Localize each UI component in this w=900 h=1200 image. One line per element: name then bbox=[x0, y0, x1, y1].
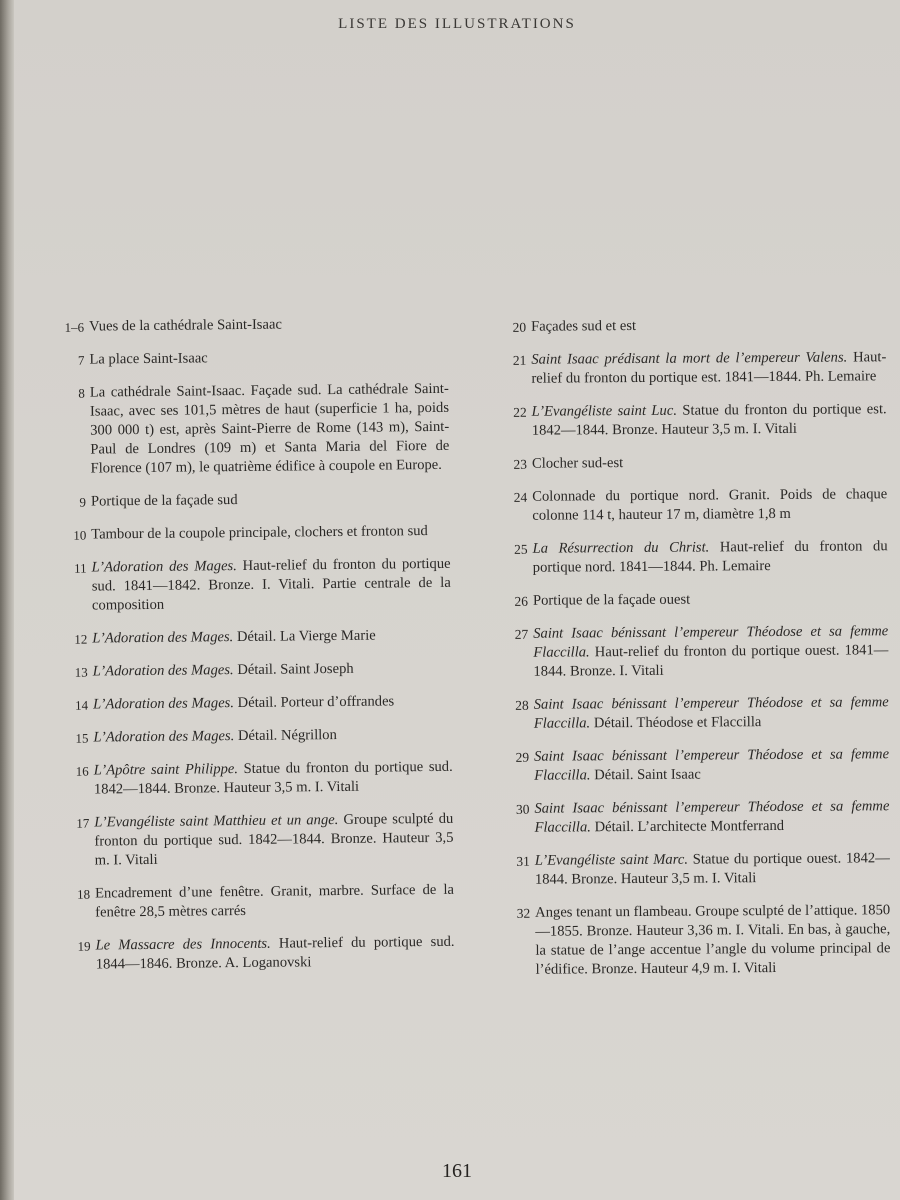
entry-description: Groupe sculpté du fronton du portique sud. 1842—1844. Bronze. Hauteur 3,5 m. I. Vitali bbox=[94, 810, 454, 869]
entry-number: 24 bbox=[513, 489, 528, 505]
entry-caption bbox=[533, 622, 888, 681]
artwork-title: L’Adoration des Mages. bbox=[91, 558, 237, 576]
illustration-entry bbox=[53, 758, 453, 800]
entry-caption bbox=[531, 315, 886, 336]
illustration-entry bbox=[494, 849, 890, 890]
entry-number: 18 bbox=[76, 886, 91, 902]
entry-number: 21 bbox=[512, 352, 527, 368]
entry-number: 7 bbox=[77, 352, 85, 368]
entry-caption bbox=[94, 810, 454, 871]
artwork-title: Saint Isaac prédisant la mort de l’empereur Valens. bbox=[531, 349, 848, 368]
entry-description: Statue du fronton du portique sud. 1842—1844. Bronze. Hauteur 3,5 m. I. Vitali bbox=[93, 758, 453, 798]
entry-description: Anges tenant un flambeau. Groupe sculpté de l’attique. 1850—1855. Bronze. Hauteur 3,36 m. I. Vitali. En bas, à gauche, la statue de l’ange accentue l’angle du volume principal de l’édifice. Bronze. Hauteur 4,9 m. I. Vitali bbox=[535, 902, 891, 978]
entry-description: Statue du fronton du portique est. 1842—1844. Bronze. Hauteur 3,5 m. I. Vitali bbox=[531, 401, 887, 439]
illustration-entry bbox=[490, 348, 886, 389]
entry-description: Détail. Théodose et Flaccilla bbox=[593, 714, 762, 732]
entry-description: Encadrement d’une fenêtre. Granit, marbre. Surface de la fenêtre 28,5 mètres carrés bbox=[94, 881, 455, 921]
entry-caption bbox=[95, 933, 454, 975]
illustration-entry bbox=[494, 901, 891, 980]
illustration-entry bbox=[491, 400, 887, 441]
illustration-entry bbox=[491, 452, 887, 474]
illustration-entry bbox=[492, 589, 888, 611]
artwork-title: L’Evangéliste saint Marc. bbox=[534, 851, 689, 869]
entry-description: Colonnade du portique nord. Granit. Poids de chaque colonne 114 t, hauteur 17 m, diamètre 1,8 m bbox=[532, 486, 888, 524]
entry-description: Détail. Saint Isaac bbox=[594, 766, 701, 784]
artwork-title: La Résurrection du Christ. bbox=[532, 539, 710, 557]
artwork-title: Saint Isaac bénissant l’empereur Théodose et sa femme Flaccilla. bbox=[533, 694, 889, 732]
entry-caption bbox=[89, 347, 448, 370]
artwork-title: L’Apôtre saint Philippe. bbox=[93, 761, 239, 779]
entry-caption bbox=[534, 797, 889, 837]
entry-description: Détail. La Vierge Marie bbox=[236, 627, 376, 646]
artwork-title: Saint Isaac bénissant l’empereur Théodose et sa femme Flaccilla. bbox=[534, 798, 890, 836]
illustration-entry bbox=[492, 537, 888, 578]
entry-number: 12 bbox=[74, 631, 88, 647]
entry-description: Haut-relief du fronton du portique est. 1841—1844. Ph. Lemaire bbox=[531, 349, 887, 387]
entry-caption bbox=[531, 348, 886, 388]
entry-number: 29 bbox=[515, 749, 530, 765]
artwork-title: L’Evangéliste saint Matthieu et un ange. bbox=[94, 811, 339, 831]
entry-number: 9 bbox=[79, 494, 87, 510]
entry-caption bbox=[91, 522, 450, 545]
artwork-title: L’Adoration des Mages. bbox=[92, 695, 235, 713]
entry-description: La place Saint-Isaac bbox=[89, 350, 208, 368]
entry-caption bbox=[535, 849, 890, 889]
entry-number: 13 bbox=[74, 664, 88, 680]
entry-number: 1–6 bbox=[64, 319, 85, 335]
illustration-entry bbox=[53, 810, 454, 871]
entry-caption bbox=[532, 485, 887, 525]
entry-description: Statue du portique ouest. 1842—1844. Bronze. Hauteur 3,5 m. I. Vitali bbox=[534, 850, 890, 888]
illustration-entry bbox=[48, 314, 448, 337]
illustrations-list-right bbox=[490, 315, 891, 994]
illustration-entry bbox=[54, 933, 454, 975]
entry-caption bbox=[532, 400, 887, 440]
artwork-title: L’Evangéliste saint Luc. bbox=[531, 402, 678, 420]
entry-caption bbox=[93, 659, 452, 682]
entry-number: 19 bbox=[77, 938, 91, 954]
illustration-entry bbox=[493, 745, 889, 786]
illustration-entry bbox=[491, 485, 887, 526]
entry-description: Portique de la façade ouest bbox=[532, 591, 691, 609]
entry-caption bbox=[89, 314, 448, 337]
entry-description: Détail. Porteur d’offrandes bbox=[237, 693, 395, 712]
entry-caption bbox=[534, 693, 889, 733]
entry-caption bbox=[95, 881, 454, 923]
entry-caption bbox=[93, 692, 452, 715]
illustration-entry bbox=[51, 626, 451, 649]
illustration-entry bbox=[52, 692, 452, 715]
entry-description: Vues de la cathédrale Saint-Isaac bbox=[89, 316, 282, 335]
artwork-title: Le Massacre des Innocents. bbox=[95, 935, 271, 954]
entry-description: Détail. Saint Joseph bbox=[237, 660, 354, 679]
entry-number: 23 bbox=[513, 456, 528, 472]
entry-number: 15 bbox=[75, 730, 89, 746]
entry-caption bbox=[94, 758, 453, 800]
entry-number: 27 bbox=[514, 626, 529, 642]
illustration-entry bbox=[493, 797, 889, 838]
illustration-entry bbox=[493, 693, 889, 734]
illustration-entry bbox=[490, 315, 886, 337]
entry-number: 26 bbox=[514, 593, 529, 609]
entry-caption bbox=[92, 555, 452, 616]
entry-number: 30 bbox=[515, 801, 530, 817]
artwork-title: Saint Isaac bénissant l’empereur Théodose et sa femme Flaccilla. bbox=[534, 746, 890, 784]
entry-number: 22 bbox=[513, 404, 527, 420]
illustration-entry bbox=[54, 881, 454, 923]
entry-number: 32 bbox=[516, 905, 531, 921]
entry-number: 10 bbox=[73, 527, 87, 543]
entry-number: 14 bbox=[74, 697, 89, 713]
entry-description: Portique de la façade sud bbox=[90, 492, 238, 510]
entry-caption bbox=[93, 725, 452, 748]
entry-number: 11 bbox=[74, 560, 87, 576]
entry-description: Détail. Négrillon bbox=[237, 726, 337, 745]
artwork-title: L’Adoration des Mages. bbox=[92, 662, 234, 680]
entry-caption bbox=[533, 537, 888, 577]
illustration-entry bbox=[51, 555, 452, 616]
entry-number: 28 bbox=[515, 697, 529, 713]
entry-caption bbox=[535, 901, 891, 979]
entry-description: Haut-relief du portique sud. 1844—1846. Bronze. A. Loganovski bbox=[95, 933, 455, 973]
illustration-entry bbox=[492, 622, 888, 682]
illustration-entry bbox=[48, 347, 448, 370]
entry-description: Façades sud et est bbox=[531, 317, 637, 335]
entry-description: Clocher sud-est bbox=[531, 455, 624, 472]
entry-number: 8 bbox=[78, 385, 85, 401]
entry-caption bbox=[534, 745, 889, 785]
page-header: LISTE DES ILLUSTRATIONS bbox=[338, 16, 576, 32]
entry-number: 25 bbox=[514, 541, 528, 557]
entry-description: Haut-relief du fronton du portique sud. 1841—1842. Bronze. I. Vitali. Partie centrale de la composition bbox=[91, 555, 451, 614]
artwork-title: L’Adoration des Mages. bbox=[93, 728, 235, 746]
book-page bbox=[14, 0, 900, 1200]
entry-number: 20 bbox=[512, 319, 527, 335]
entry-number: 31 bbox=[516, 853, 530, 869]
entry-number: 17 bbox=[76, 815, 90, 831]
artwork-title: L’Adoration des Mages. bbox=[92, 629, 234, 647]
entry-caption bbox=[92, 626, 451, 649]
illustration-entry bbox=[50, 522, 450, 545]
entry-description: Tambour de la coupole principale, clochers et fronton sud bbox=[91, 523, 428, 543]
entry-caption bbox=[533, 589, 888, 610]
illustration-entry bbox=[52, 659, 452, 682]
entry-description: Haut-relief du fronton du portique nord. 1841—1844. Ph. Lemaire bbox=[532, 538, 888, 576]
page-number: 161 bbox=[442, 1160, 472, 1182]
entry-description: La cathédrale Saint-Isaac. Façade sud. La cathédrale Saint-Isaac, avec ses 101,5 mètres de haut (superficie 1 ha, poids 300 000 t) est, après Saint-Pierre de Rome (143 m), Saint-Paul de Londres (109 m) et Santa Maria del Fiore de Florence (107 m), le quatrième édifice à coupole en Europe. bbox=[89, 380, 450, 477]
entry-description: Haut-relief du fronton du portique ouest. 1841—1844. Bronze. I. Vitali bbox=[533, 642, 889, 680]
book-spine-shadow bbox=[0, 0, 14, 1200]
illustration-entry bbox=[49, 380, 450, 479]
entry-caption bbox=[532, 452, 887, 473]
entry-description: Détail. L’architecte Montferrand bbox=[594, 817, 785, 836]
entry-number: 16 bbox=[75, 763, 89, 779]
entry-caption bbox=[91, 489, 450, 512]
artwork-title: Saint Isaac bénissant l’empereur Théodose et sa femme Flaccilla. bbox=[533, 623, 889, 661]
illustrations-list-left bbox=[48, 314, 455, 989]
illustration-entry bbox=[52, 725, 452, 748]
illustration-entry bbox=[50, 489, 450, 512]
entry-caption bbox=[90, 380, 450, 479]
